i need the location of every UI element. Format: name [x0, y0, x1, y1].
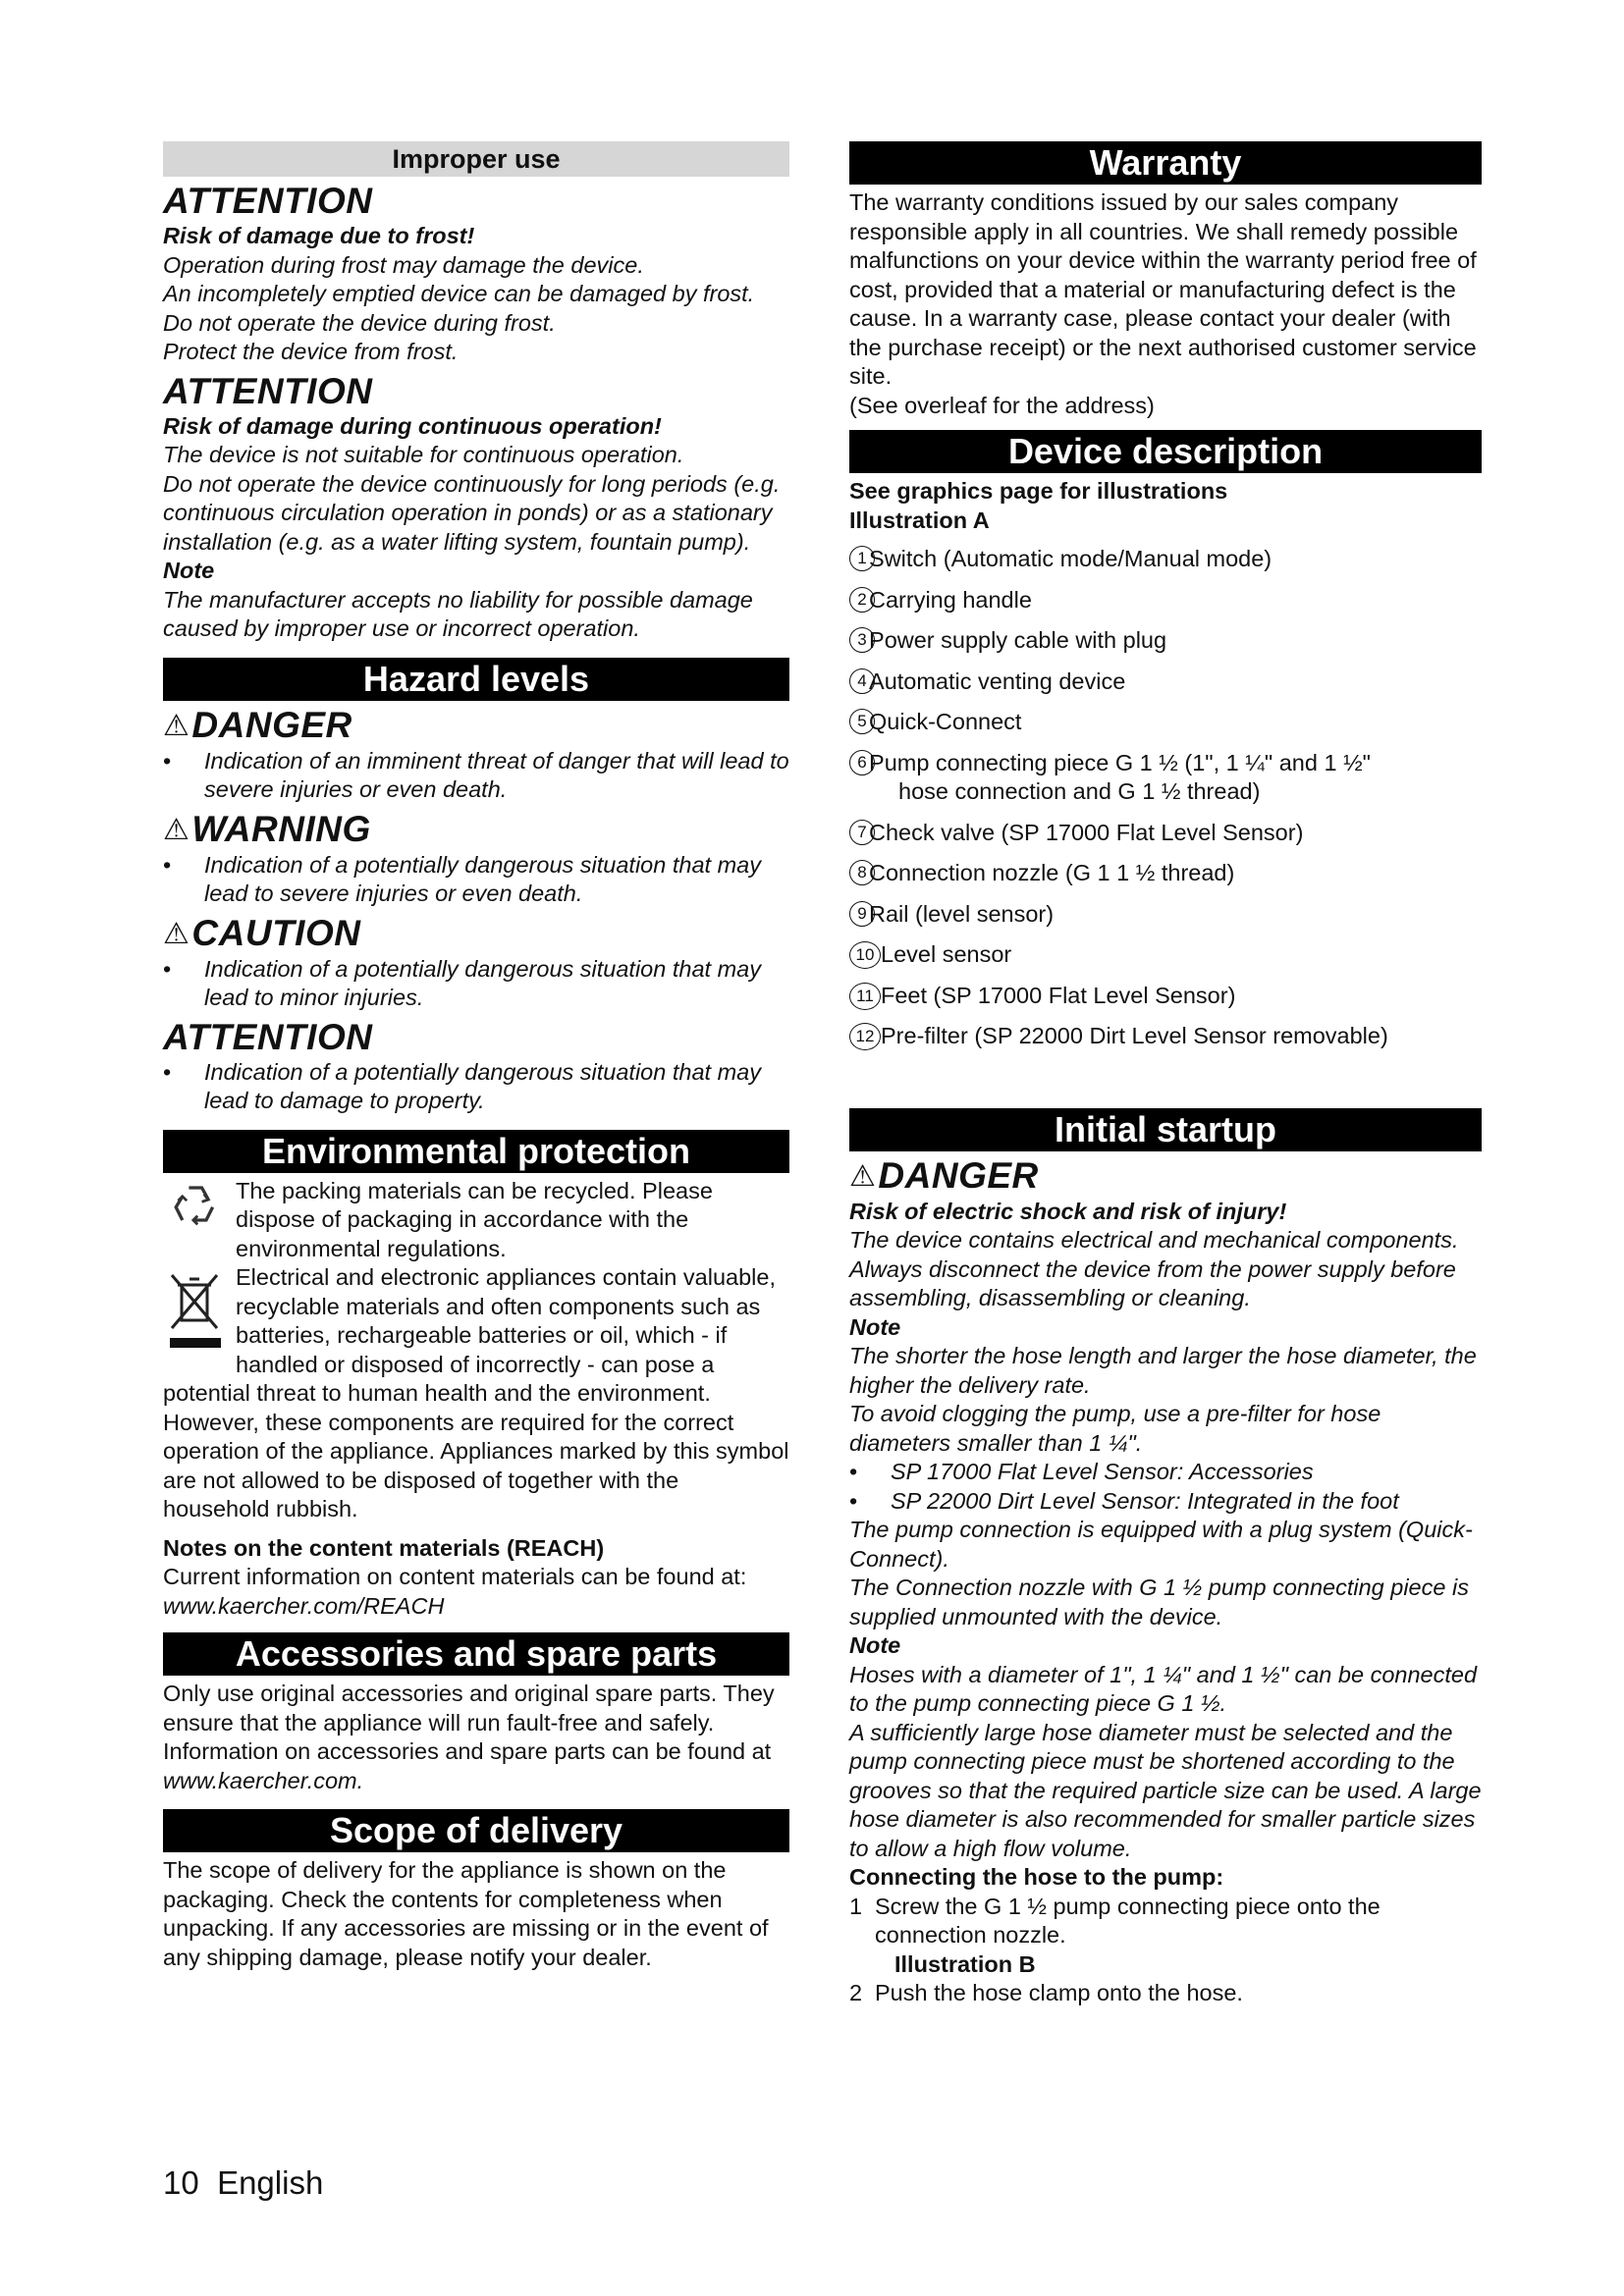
- part-label: Connection nozzle (G 1 1 ½ thread): [869, 860, 1235, 885]
- scope-text: The scope of delivery for the appliance is shown on the packaging. Check the contents for completeness when unpacking. If any accessories are missing or in the event of any shipping damage, please notify your dealer.: [163, 1857, 769, 1970]
- part-label: Pump connecting piece G 1 ½ (1", 1 ¼" and 1 ½" hose connection and G 1 ½ thread): [869, 749, 1372, 804]
- warning-triangle-icon: ⚠: [163, 709, 190, 742]
- part-number-badge: 4: [849, 668, 875, 694]
- connect-title: Connecting the hose to the pump:: [849, 1864, 1224, 1890]
- section-heading-improper-use: Improper use: [163, 141, 789, 177]
- text-line: Always disconnect the device from the power supply before assembling, disassembling or cleaning.: [849, 1255, 1456, 1310]
- reach-link[interactable]: www.kaercher.com/REACH: [163, 1592, 445, 1619]
- note-label: Note: [163, 558, 215, 583]
- accessories-text: Only use original accessories and original spare parts. They ensure that the appliance will run fault-free and safely.: [163, 1681, 775, 1735]
- part-number-badge: 3: [849, 627, 875, 653]
- part-number-badge: 8: [849, 860, 875, 885]
- device-part-item: [849, 900, 1482, 930]
- device-part-item: [849, 545, 1482, 574]
- section-heading-hazard-levels: Hazard levels: [163, 658, 789, 701]
- part-number-badge: 1: [849, 546, 875, 571]
- section-heading-initial-startup: Initial startup: [849, 1108, 1482, 1151]
- text-line: An incompletely emptied device can be damaged by frost.: [163, 281, 755, 306]
- attention-title: Risk of damage due to frost!: [163, 223, 475, 248]
- page-footer: [163, 2163, 323, 2203]
- text-line: The device contains electrical and mechanical components.: [849, 1227, 1459, 1253]
- part-number-badge: 5: [849, 709, 875, 734]
- text-line: Operation during frost may damage the device.: [163, 251, 644, 278]
- part-number-badge: 2: [849, 587, 875, 613]
- device-part-item: [849, 982, 1482, 1011]
- accessories-info: Information on accessories and spare parts can be found at www.kaercher.com.: [163, 1738, 772, 1793]
- part-label: Automatic venting device: [869, 667, 1126, 694]
- bullet-item: • Indication of a potentially dangerous situation that may lead to minor injuries.: [163, 955, 761, 1010]
- device-part-item: [849, 586, 1482, 615]
- illustration-label: Illustration A: [849, 507, 990, 533]
- attention-signal: ATTENTION: [163, 370, 373, 411]
- text-line: Protect the device from frost.: [163, 339, 459, 364]
- bullet-icon: •: [163, 955, 172, 982]
- graphics-reference: See graphics page for illustrations: [849, 478, 1228, 504]
- weee-note: [163, 1263, 789, 1379]
- bullet-item: • Indication of an imminent threat of danger that will lead to severe injuries or even death.: [163, 747, 789, 802]
- section-heading-accessories: Accessories and spare parts: [163, 1632, 789, 1676]
- text-line: The pump connection is equipped with a plug system (Quick-Connect).: [849, 1517, 1473, 1572]
- page-number: 10: [163, 2164, 199, 2201]
- part-label: Power supply cable with plug: [869, 627, 1167, 653]
- text-line: The Connection nozzle with G 1 ½ pump connecting piece is supplied unmounted with the device.: [849, 1575, 1469, 1629]
- text-line: Hoses with a diameter of 1", 1 ¼" and 1 ½" can be connected to the pump connecting piece G 1 ½.: [849, 1661, 1478, 1716]
- device-parts-list: [849, 545, 1482, 1051]
- bullet-icon: •: [849, 1487, 858, 1514]
- part-label: Quick-Connect: [869, 709, 1022, 734]
- device-part-item: [849, 667, 1482, 697]
- part-number-badge: 10: [849, 941, 881, 969]
- text-line: A sufficiently large hose diameter must be selected and the pump connecting piece must be shortened according to the grooves so that the required particle size can be used. A large hose diameter is also recommended for smaller particle sizes to allow a high flow volume.: [849, 1719, 1482, 1861]
- text-line: The device is not suitable for continuous operation.: [163, 442, 684, 467]
- step-item: 1 Screw the G 1 ½ pump connecting piece onto the connection nozzle. Illustration B: [849, 1893, 1482, 1980]
- bullet-icon: •: [849, 1459, 858, 1484]
- part-number-badge: 7: [849, 820, 875, 845]
- text-line: Do not operate the device during frost.: [163, 309, 556, 336]
- text-line: The shorter the hose length and larger the hose diameter, the higher the delivery rate.: [849, 1343, 1477, 1398]
- step-number: 2: [849, 1980, 863, 2005]
- step-number: 1: [849, 1893, 863, 1919]
- part-label: Switch (Automatic mode/Manual mode): [869, 546, 1272, 571]
- section-heading-warranty: Warranty: [849, 141, 1482, 185]
- note-label: Note: [849, 1632, 901, 1658]
- recycling-note: The packing materials can be recycled. Please dispose of packaging in accordance with the environmental regulations.: [163, 1177, 789, 1264]
- warranty-text: The warranty conditions issued by our sales company responsible apply in all countries. We shall remedy possible malfunctions on your device within the warranty period free of cost, provided that a material or manufacturing defect is the cause. In a warranty case, please contact your dealer (with the purchase receipt) or the next authorised customer service site.: [849, 189, 1477, 389]
- device-part-item: [849, 940, 1482, 970]
- bullet-item: • SP 17000 Flat Level Sensor: Accessories: [849, 1458, 1482, 1487]
- section-heading-environmental-protection: Environmental protection: [163, 1130, 789, 1173]
- part-label: Feet (SP 17000 Flat Level Sensor): [881, 982, 1236, 1008]
- illustration-label: Illustration B: [894, 1950, 1036, 1977]
- note-text: The manufacturer accepts no liability for possible damage caused by improper use or incorrect operation.: [163, 586, 753, 641]
- device-part-item: [849, 859, 1482, 888]
- device-part-item: [849, 819, 1482, 848]
- reach-text: Current information on content materials can be found at: www.kaercher.com/REACH: [163, 1564, 747, 1619]
- left-column: [163, 141, 789, 1972]
- attention-title: Risk of damage during continuous operation!: [163, 412, 662, 439]
- part-number-badge: 9: [849, 901, 875, 927]
- warranty-see: (See overleaf for the address): [849, 392, 1155, 418]
- bullet-item: • Indication of a potentially dangerous situation that may lead to severe injuries or even death.: [163, 851, 761, 906]
- device-part-item: [849, 1022, 1482, 1051]
- crossed-bin-icon: [163, 1267, 228, 1356]
- bullet-icon: •: [163, 851, 172, 878]
- bullet-icon: •: [163, 1058, 172, 1085]
- bullet-item: • Indication of a potentially dangerous situation that may lead to damage to property.: [163, 1058, 761, 1113]
- device-part-item: [849, 749, 1482, 807]
- weee-text: Electrical and electronic appliances contain valuable, recyclable materials and often components such as batteries, rechargeable batteries or oil, which - if handled or disposed of incorrectly - can pose a potential threat to human health and the environment. However, these components are required for the correct operation of the appliance. Appliances marked by this symbol are not allowed to be disposed of together with the household rubbish.: [163, 1264, 789, 1522]
- bullet-icon: •: [163, 747, 172, 774]
- recycling-icon: [163, 1177, 228, 1242]
- part-label: Pre-filter (SP 22000 Dirt Level Sensor removable): [881, 1023, 1388, 1048]
- device-part-item: [849, 708, 1482, 737]
- danger-signal: ⚠DANGER: [163, 704, 352, 745]
- text-line: To avoid clogging the pump, use a pre-filter for hose diameters smaller than 1 ¼".: [849, 1401, 1381, 1456]
- part-label: Rail (level sensor): [869, 900, 1055, 927]
- right-column: [849, 141, 1482, 2008]
- device-part-item: [849, 626, 1482, 656]
- page-language: English: [217, 2164, 324, 2201]
- warning-triangle-icon: ⚠: [163, 813, 190, 846]
- warning-triangle-icon: ⚠: [163, 917, 190, 950]
- reach-title: Notes on the content materials (REACH): [163, 1534, 605, 1561]
- part-label: Level sensor: [881, 941, 1012, 967]
- attention-signal: ATTENTION: [163, 1016, 373, 1057]
- part-label: Carrying handle: [869, 586, 1032, 613]
- part-number-badge: 6: [849, 750, 875, 775]
- danger-signal: ⚠DANGER: [849, 1154, 1039, 1196]
- part-number-badge: 12: [849, 1023, 881, 1050]
- part-number-badge: 11: [849, 983, 881, 1010]
- text-line: Do not operate the device continuously for long periods (e.g. continuous circulation operation in ponds) or as a stationary installation (e.g. as a water lifting system, fountain pump).: [163, 470, 781, 555]
- warning-signal: ⚠WARNING: [163, 808, 371, 849]
- caution-signal: ⚠CAUTION: [163, 912, 361, 953]
- part-label: Check valve (SP 17000 Flat Level Sensor): [869, 819, 1304, 845]
- danger-title: Risk of electric shock and risk of injury!: [849, 1198, 1287, 1224]
- note-label: Note: [849, 1313, 901, 1340]
- kaercher-link[interactable]: www.kaercher.com.: [163, 1767, 364, 1793]
- section-heading-device-description: Device description: [849, 430, 1482, 473]
- section-heading-scope-of-delivery: Scope of delivery: [163, 1809, 789, 1852]
- attention-signal: ATTENTION: [163, 181, 373, 221]
- bullet-item: • SP 22000 Dirt Level Sensor: Integrated in the foot: [849, 1487, 1482, 1517]
- step-item: 2 Push the hose clamp onto the hose.: [849, 1979, 1482, 2008]
- warning-triangle-icon: ⚠: [849, 1159, 877, 1193]
